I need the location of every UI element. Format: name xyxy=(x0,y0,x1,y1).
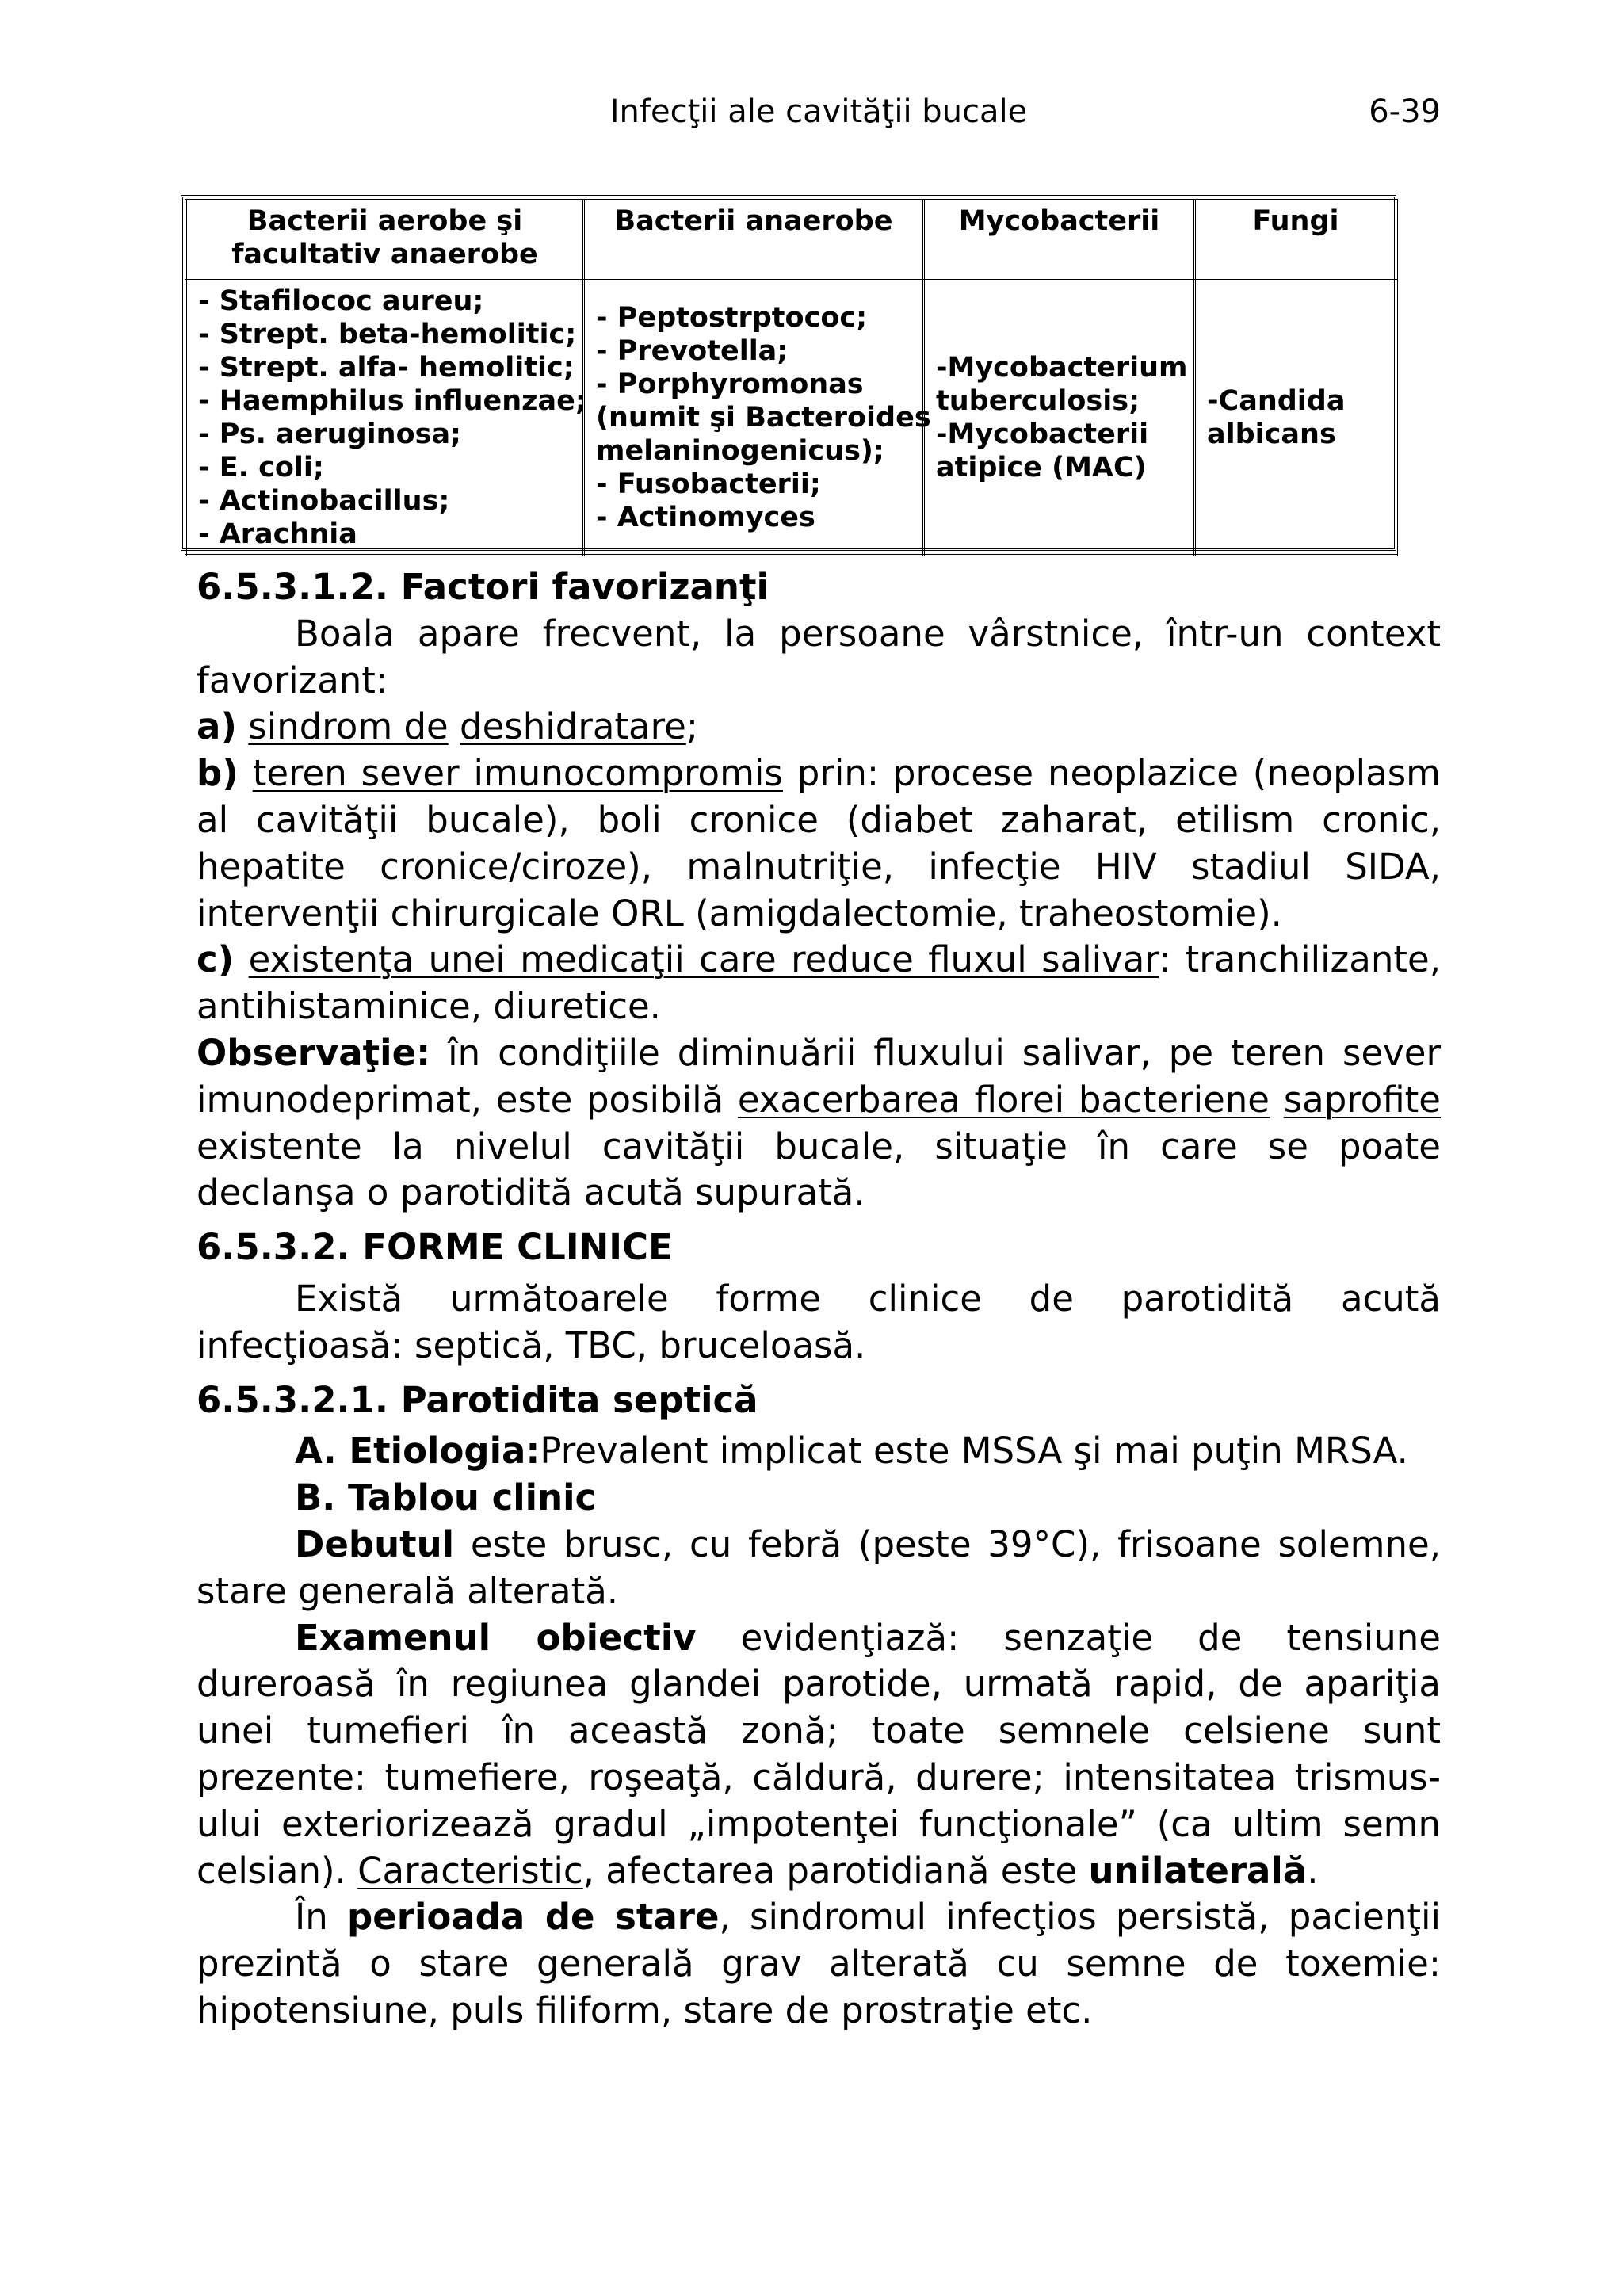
page-header xyxy=(197,94,1441,144)
text-run: , afectarea parotidiană este xyxy=(582,1849,1089,1892)
list-item-b xyxy=(197,751,1441,937)
etiology-label: A. Etiologia: xyxy=(295,1430,540,1473)
list-item-a xyxy=(197,704,1441,751)
list-item: - Haemphilus influenzae; xyxy=(198,385,586,417)
list-item: - Porphyromonas xyxy=(596,369,864,400)
list-item: -Candida xyxy=(1207,385,1346,417)
text-run: , sindromul infecţios persistă, pacienţii prezintă o stare generală grav alterată cu semne de toxemie: hipotensiune, puls filiform, stare de prostraţie etc. xyxy=(197,1896,1441,2031)
column-header-anaerobic: Bacterii anaerobe xyxy=(584,201,924,281)
text-run: ; xyxy=(685,705,698,748)
paragraph-forme xyxy=(197,1276,1441,1370)
text-run: Există următoarele forme clinice de parotidită acută infecţioasă: septică, TBC, bruceloasă. xyxy=(197,1277,1441,1366)
list-item: - Ps. aeruginosa; xyxy=(198,418,462,450)
cell-fungi-list xyxy=(1195,281,1397,556)
table-header-row xyxy=(186,201,1397,281)
etiology-paragraph xyxy=(197,1428,1441,1475)
list-item: melaninogenicus); xyxy=(596,435,884,467)
underlined-term: existenţa unei medicaţii care reduce fluxul salivar xyxy=(248,938,1159,981)
list-item: - Fusobacterii; xyxy=(596,468,821,500)
list-item: - E. coli; xyxy=(198,452,324,483)
list-item: (numit şi Bacteroides xyxy=(596,402,931,434)
list-item-c xyxy=(197,937,1441,1030)
cell-aerobic-list xyxy=(186,281,584,556)
paragraph-intro xyxy=(197,611,1441,705)
observation-label: Observaţie: xyxy=(197,1031,431,1074)
list-item: - Peptostrptococ; xyxy=(596,302,868,334)
underlined-term: saprofite xyxy=(1283,1078,1441,1121)
exam-label: Examenul obiectiv xyxy=(295,1616,697,1659)
running-title: Infecţii ale cavităţii bucale xyxy=(609,94,1028,130)
list-item: - Actinomyces xyxy=(596,502,815,533)
column-header-fungi: Fungi xyxy=(1195,201,1397,281)
section-heading-parotidita: 6.5.3.2.1. Parotidita septică xyxy=(197,1378,758,1421)
underlined-term: deshidratare xyxy=(460,705,686,748)
list-item: - Strept. beta-hemolitic; xyxy=(198,319,577,350)
item-label: c) xyxy=(197,938,235,981)
cell-mycobacteria-list xyxy=(924,281,1195,556)
bold-term: unilaterală xyxy=(1088,1849,1308,1892)
text-run: este brusc, cu febră (peste 39°C), frisoane solemne, stare generală alterată. xyxy=(197,1522,1441,1612)
list-item: -Mycobacterium xyxy=(936,352,1188,384)
list-item: tuberculosis; xyxy=(936,385,1140,417)
text-run: Prevalent implicat este MSSA şi mai puţin MRSA. xyxy=(540,1430,1408,1473)
section-heading-forme-clinice: 6.5.3.2. FORME CLINICE xyxy=(197,1226,673,1269)
list-item: atipice (MAC) xyxy=(936,452,1147,483)
page-number: 6-39 xyxy=(1369,94,1441,130)
list-item: - Arachnia xyxy=(198,518,357,550)
exam-paragraph xyxy=(197,1615,1441,1895)
section-heading-factori: 6.5.3.1.2. Factori favorizanţi xyxy=(197,566,769,608)
list-item: - Strept. alfa- hemolitic; xyxy=(198,352,575,384)
text-run: prin: procese neoplazice (neoplasm al cavităţii bucale), boli cronice (diabet zaharat, etilism cronic, hepatite cronice/ciroze), malnutriţie, infecţie HIV stadiul SIDA, intervenţii chirurgicale ORL (amigdalectomie, traheostomie). xyxy=(197,752,1442,934)
text-run: evidenţiază: senzaţie de tensiune dureroasă în regiunea glandei parotide, urmată rapid, de apariţia unei tumefieri în această zonă; toate semnele celsiene sunt prezente: tumefiere, roşeaţă, căldură, durere; intensitatea trismus-ului exteriorizează gradul „impotenţei funcţionale” (ca ultim semn celsian). xyxy=(197,1616,1441,1892)
text-run: : tranchilizante, antihistaminice, diuretice. xyxy=(197,938,1441,1028)
cell-anaerobic-list xyxy=(584,281,931,556)
item-label: a) xyxy=(197,705,237,748)
bacteria-table-grid xyxy=(185,199,1398,556)
text-run: . xyxy=(1307,1849,1319,1892)
text-run: Boala apare frecvent, la persoane vârstnice, într-un context favorizant: xyxy=(197,612,1441,701)
observation-paragraph xyxy=(197,1030,1441,1217)
bacteria-table xyxy=(181,195,1396,551)
table-row xyxy=(186,281,1397,556)
underlined-term: teren sever imunocompromis xyxy=(252,752,783,795)
list-item: -Mycobacterii xyxy=(936,418,1149,450)
onset-paragraph xyxy=(197,1522,1441,1615)
body-text xyxy=(197,564,1441,2034)
onset-label: Debutul xyxy=(295,1522,455,1565)
text-run: În xyxy=(295,1896,348,1939)
underlined-term: Caracteristic xyxy=(357,1849,583,1892)
underlined-term: exacerbarea florei bacteriene xyxy=(737,1078,1270,1121)
list-item: albicans xyxy=(1207,418,1336,450)
list-item: - Stafilococ aureu; xyxy=(198,285,484,317)
clinical-heading xyxy=(197,1475,1441,1522)
item-label: b) xyxy=(197,752,239,795)
underlined-term: sindrom de xyxy=(248,705,449,748)
column-header-aerobic: Bacterii aerobe şi facultativ anaerobe xyxy=(186,201,584,281)
stage-paragraph xyxy=(197,1894,1441,2034)
list-item: - Actinobacillus; xyxy=(198,485,450,517)
text-run: în condiţiile diminuării fluxului salivar, pe teren sever imunodeprimat, este posibilă xyxy=(197,1031,1441,1121)
column-header-mycobacteria: Mycobacterii xyxy=(924,201,1195,281)
bold-term: perioada de stare xyxy=(347,1896,720,1939)
list-item: - Prevotella; xyxy=(596,335,789,367)
clinical-label: B. Tablou clinic xyxy=(295,1477,597,1519)
text-run: existente la nivelul cavităţii bucale, situaţie în care se poate declanşa o parotidită acută supurată. xyxy=(197,1125,1441,1214)
